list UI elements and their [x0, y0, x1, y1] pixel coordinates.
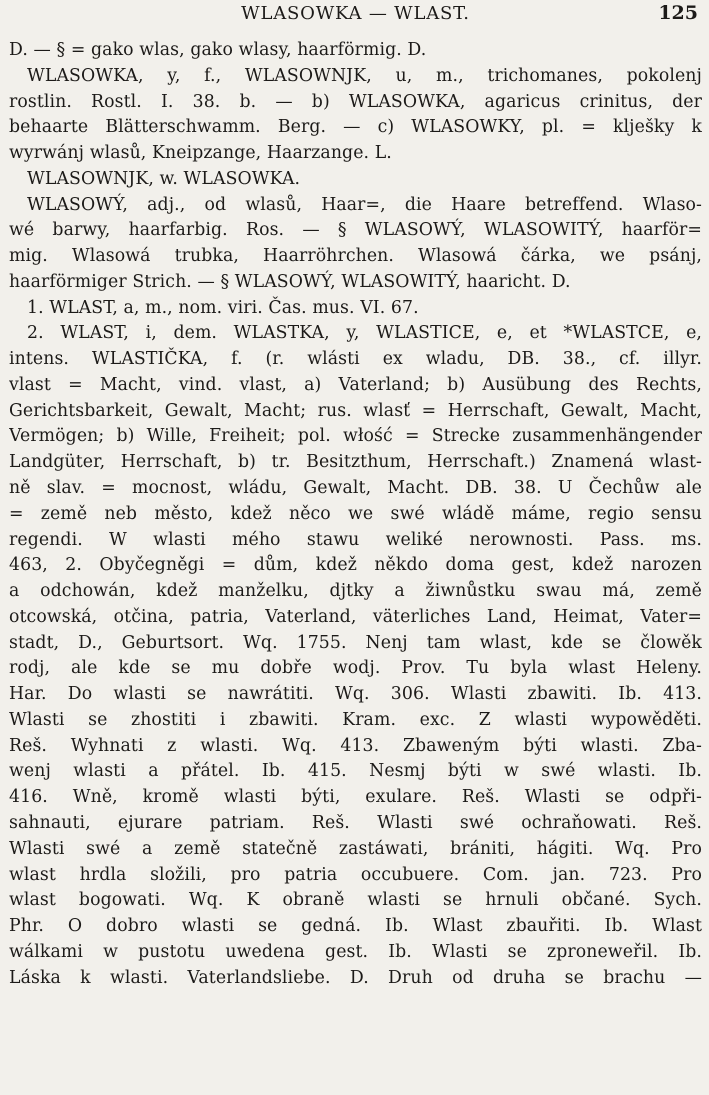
- running-head: [9, 0, 702, 38]
- text-line: wenj wlasti a přátel. Ib. 415. Nesmj býti w swé wlasti. Ib.: [9, 761, 702, 782]
- dictionary-entries: [9, 38, 702, 991]
- text-line: Gerichtsbarkeit, Gewalt, Macht; rus. wlasť = Herrschaft, Gewalt, Macht,: [9, 400, 702, 421]
- text-line: WLASOWKA, y, f., WLASOWNJK, u, m., trichomanes, pokolenj: [27, 65, 702, 86]
- text-line: haarförmiger Strich. — § WLASOWÝ, WLASOWITÝ, haaricht. D.: [9, 271, 571, 292]
- text-line: Wlasti swé a země statečně zastáwati, brániti, hágiti. Wq. Pro: [9, 838, 702, 859]
- text-line: = země neb město, kdež něco we swé wládě máme, regio sensu: [9, 503, 702, 524]
- text-line: wé barwy, haarfarbig. Ros. — § WLASOWÝ, WLASOWITÝ, haarför=: [9, 220, 702, 241]
- text-line: wlast bogowati. Wq. K obraně wlasti se hrnuli občané. Sych.: [9, 890, 702, 911]
- text-line: Wlasti se zhostiti i zbawiti. Kram. exc. Z wlasti wypowěděti.: [9, 709, 702, 730]
- text-line: behaarte Blätterschwamm. Berg. — c) WLASOWKY, pl. = klješky k: [9, 117, 702, 138]
- text-line: 1. WLAST, a, m., nom. viri. Čas. mus. VI. 67.: [27, 297, 419, 318]
- text-line: mig. Wlasowá trubka, Haarröhrchen. Wlasowá čárka, we psánj,: [9, 246, 702, 267]
- text-line: 2. WLAST, i, dem. WLASTKA, y, WLASTICE, e, et *WLASTCE, e,: [27, 323, 702, 344]
- text-line: Reš. Wyhnati z wlasti. Wq. 413. Zbaweným býti wlasti. Zba-: [9, 735, 702, 756]
- text-line: ně slav. = mocnost, wládu, Gewalt, Macht. DB. 38. U Čechůw ale: [9, 478, 702, 499]
- text-line: 416. Wně, kromě wlasti býti, exulare. Reš. Wlasti se odpři-: [9, 787, 702, 808]
- text-line: vlast = Macht, vind. vlast, a) Vaterland; b) Ausübung des Rechts,: [9, 374, 702, 395]
- text-line: D. — § = gako wlas, gako wlasy, haarförmig. D.: [9, 40, 427, 60]
- text-line: Vermögen; b) Wille, Freiheit; pol. włość = Strecke zusammenhängender: [9, 426, 702, 447]
- text-line: WLASOWNJK, w. WLASOWKA.: [27, 168, 301, 189]
- text-line: Har. Do wlasti se nawrátiti. Wq. 306. Wlasti zbawiti. Ib. 413.: [9, 684, 702, 705]
- text-line: 463, 2. Obyčegněgi = dům, kdež někdo doma gest, kdež narozen: [9, 555, 702, 576]
- text-line: Láska k wlasti. Vaterlandsliebe. D. Druh od druha se brachu —: [9, 967, 702, 988]
- text-line: sahnauti, ejurare patriam. Reš. Wlasti swé ochraňowati. Reš.: [9, 812, 702, 833]
- running-head-title: WLASOWKA — WLAST.: [241, 3, 470, 24]
- text-line: a odchowán, kdež manželku, djtky a žiwnůstku swau má, země: [9, 581, 702, 602]
- text-line: Phr. O dobro wlasti se gedná. Ib. Wlast zbauřiti. Ib. Wlast: [9, 916, 702, 937]
- text-line: rodj, ale kde se mu dobře wodj. Prov. Tu byla wlast Heleny.: [9, 658, 702, 679]
- text-line: rostlin. Rostl. I. 38. b. — b) WLASOWKA, agaricus crinitus, der: [9, 91, 702, 112]
- text-line: wlast hrdla složili, pro patria occubuere. Com. jan. 723. Pro: [9, 864, 702, 885]
- text-line: otcowská, otčina, patria, Vaterland, väterliches Land, Heimat, Vater=: [9, 606, 702, 627]
- page-number: 125: [658, 2, 698, 24]
- text-line: WLASOWÝ, adj., od wlasů, Haar=, die Haare betreffend. Wlaso-: [27, 194, 702, 215]
- text-line: wyrwánj wlasů, Kneipzange, Haarzange. L.: [9, 143, 392, 164]
- text-line: intens. WLASTIČKA, f. (r. wlásti ex wladu, DB. 38., cf. illyr.: [9, 349, 702, 370]
- text-line: stadt, D., Geburtsort. Wq. 1755. Nenj tam wlast, kde se člowěk: [9, 632, 702, 653]
- text-line: Landgüter, Herrschaft, b) tr. Besitzthum, Herrschaft.) Znamená wlast-: [9, 452, 702, 473]
- text-line: wálkami w pustotu uwedena gest. Ib. Wlasti se zproneweřil. Ib.: [9, 941, 702, 962]
- text-line: regendi. W wlasti mého stawu weliké nerownosti. Pass. ms.: [9, 529, 702, 550]
